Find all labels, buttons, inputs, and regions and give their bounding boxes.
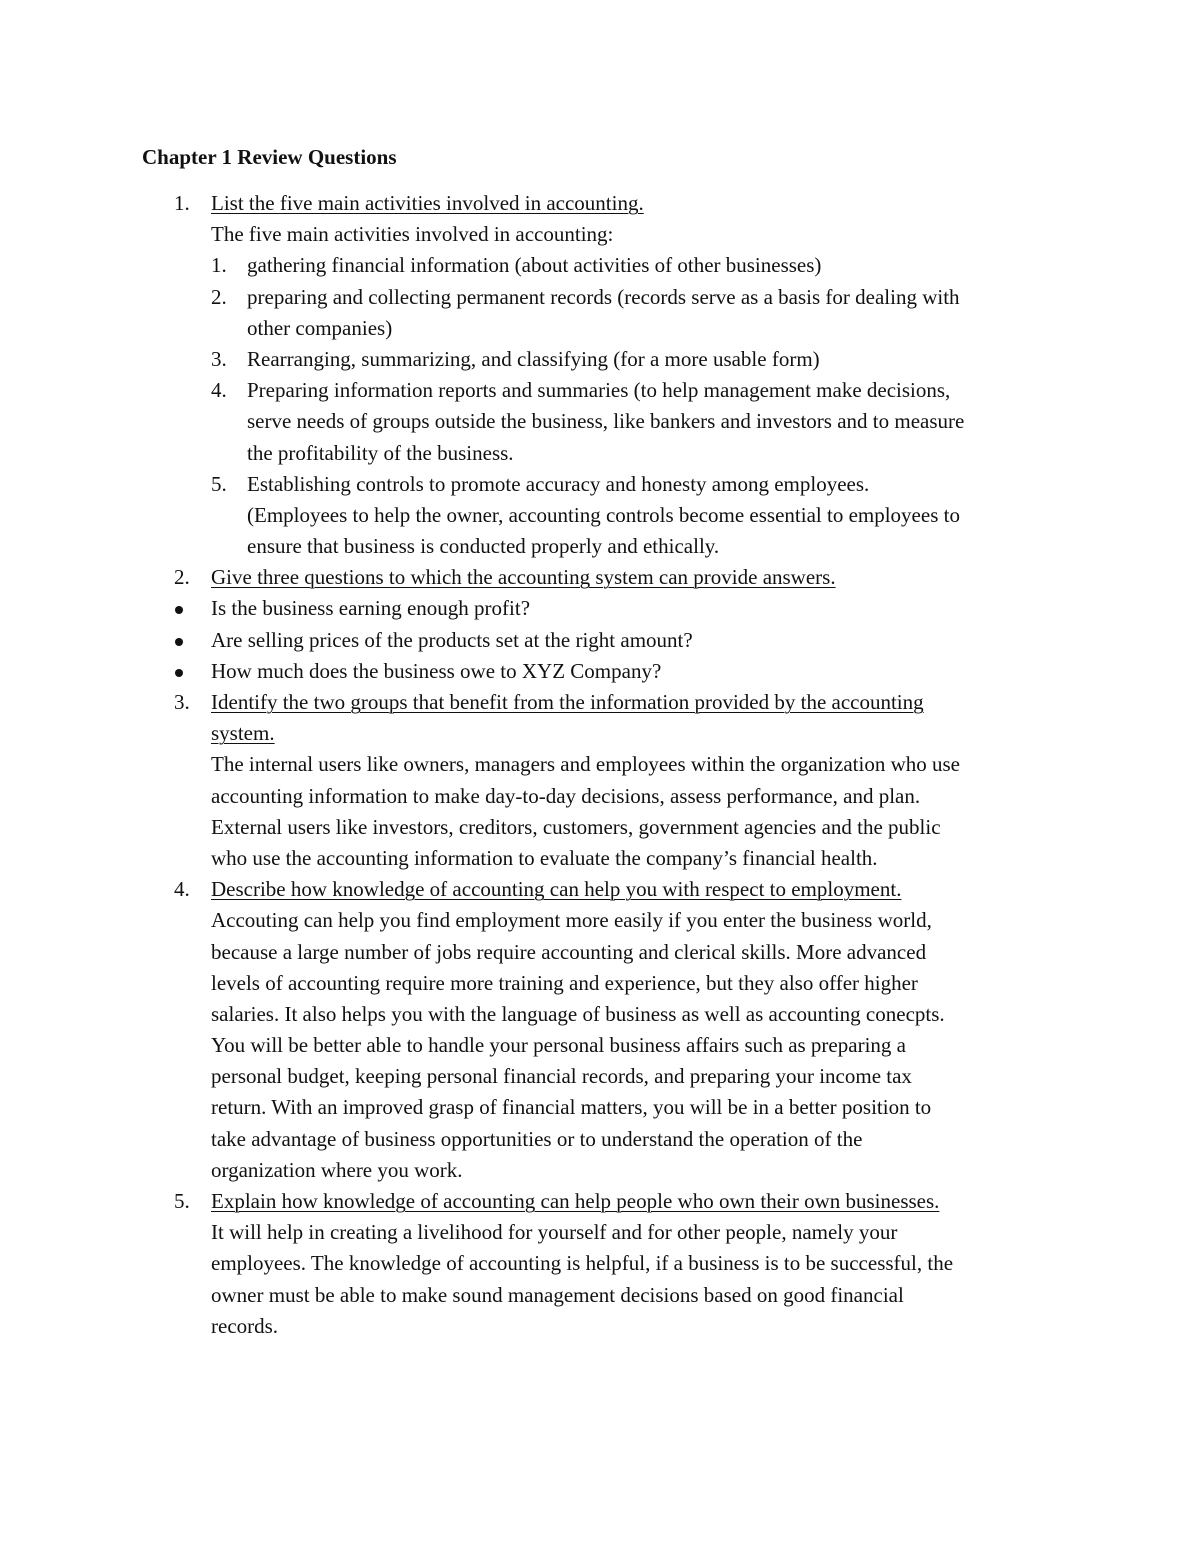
answer-text: take advantage of business opportunities or to understand the operation of the <box>211 1126 863 1151</box>
review-questions <box>0 188 1200 1342</box>
question-5 <box>0 1186 1200 1217</box>
bullet-item <box>0 656 1200 687</box>
answer-line <box>0 1280 1200 1311</box>
answer-text: personal budget, keeping personal financial records, and preparing your income tax <box>211 1064 912 1089</box>
answer-text: It will help in creating a livelihood for yourself and for other people, namely your <box>211 1220 898 1245</box>
question-number: 5. <box>174 1189 190 1213</box>
activity-continuation <box>0 438 1200 469</box>
bullet-item <box>0 593 1200 624</box>
answer-text: return. With an improved grasp of financial matters, you will be in a better position to <box>211 1095 932 1120</box>
activity-item-5 <box>0 469 1200 500</box>
activity-text: preparing and collecting permanent records (records serve as a basis for dealing with <box>247 284 960 309</box>
answer-line <box>0 1311 1200 1342</box>
activity-continuation <box>0 531 1200 562</box>
question-number: 2. <box>174 565 190 590</box>
answer-line <box>0 781 1200 812</box>
question-text: system. <box>211 721 275 746</box>
question-4 <box>0 874 1200 905</box>
answer-text: Accouting can help you find employment more easily if you enter the business world, <box>211 908 932 933</box>
answer-line <box>0 1248 1200 1279</box>
activity-number: 1. <box>211 253 227 278</box>
answer-text: employees. The knowledge of accounting is helpful, if a business is to be successful, the <box>211 1251 954 1276</box>
activity-continuation <box>0 313 1200 344</box>
activity-continuation <box>0 406 1200 437</box>
activity-item-1 <box>0 250 1200 281</box>
question-number: 4. <box>174 877 190 902</box>
answer-text: who use the accounting information to evaluate the company’s financial health. <box>211 845 878 870</box>
question-text: Explain how knowledge of accounting can help people who own their own businesses. <box>211 1189 940 1213</box>
activity-number: 2. <box>211 284 227 309</box>
activity-number: 4. <box>211 378 227 403</box>
activity-text: Rearranging, summarizing, and classifying (for a more usable form) <box>247 346 820 371</box>
answer-text: because a large number of jobs require accounting and clerical skills. More advanced <box>211 939 927 964</box>
activity-text: Establishing controls to promote accuracy and honesty among employees. <box>247 471 870 496</box>
question-number: 1. <box>174 191 190 215</box>
question-text: Identify the two groups that benefit from the information provided by the accounting <box>211 690 924 714</box>
activity-text: (Employees to help the owner, accounting controls become essential to employees to <box>247 502 960 527</box>
answer-text: External users like investors, creditors, customers, government agencies and the public <box>211 814 941 839</box>
bullet-text: Are selling prices of the products set at the right amount? <box>211 627 693 652</box>
bullet-text: How much does the business owe to XYZ Company? <box>211 658 662 683</box>
answer-intro: The five main activities involved in accounting: <box>211 222 614 247</box>
answer-line <box>0 812 1200 843</box>
bullet-icon <box>175 638 183 646</box>
bullet-icon <box>175 669 183 677</box>
bullet-item <box>0 625 1200 656</box>
activity-number: 3. <box>211 346 227 371</box>
activity-text: ensure that business is conducted properly and ethically. <box>247 534 720 559</box>
answer-text: organization where you work. <box>211 1157 463 1182</box>
activity-item-3 <box>0 344 1200 375</box>
answer-line <box>0 843 1200 874</box>
question-number: 3. <box>174 690 190 714</box>
activity-item-2 <box>0 282 1200 313</box>
activity-text: Preparing information reports and summaries (to help management make decisions, <box>247 378 951 403</box>
answer-line <box>0 1092 1200 1123</box>
activity-number: 5. <box>211 471 227 496</box>
answer-text: accounting information to make day-to-day decisions, assess performance, and plan. <box>211 783 921 808</box>
answer-line <box>0 999 1200 1030</box>
answer-line <box>0 1124 1200 1155</box>
answer-text: records. <box>211 1313 279 1338</box>
question-2 <box>0 562 1200 593</box>
activity-text: other companies) <box>247 315 393 340</box>
answer-line <box>0 968 1200 999</box>
activity-item-4 <box>0 375 1200 406</box>
answer-text: The internal users like owners, managers and employees within the organization who use <box>211 752 960 777</box>
answer-line <box>0 905 1200 936</box>
answer-text: salaries. It also helps you with the language of business as well as accounting conecpts. <box>211 1001 945 1026</box>
bullet-text: Is the business earning enough profit? <box>211 596 531 621</box>
question-text: List the five main activities involved in accounting. <box>211 191 644 215</box>
question-text: Describe how knowledge of accounting can help you with respect to employment. <box>211 877 902 902</box>
answer-line <box>0 1155 1200 1186</box>
question-text: Give three questions to which the accounting system can provide answers. <box>211 565 836 590</box>
question-3 <box>0 687 1200 718</box>
answer-text: You will be better able to handle your personal business affairs such as preparing a <box>211 1033 906 1058</box>
answer-text: owner must be able to make sound management decisions based on good financial <box>211 1282 904 1307</box>
bullet-icon <box>175 606 183 614</box>
activity-text: serve needs of groups outside the business, like bankers and investors and to measure <box>247 409 965 434</box>
question-continuation <box>0 718 1200 749</box>
answer-line <box>0 1030 1200 1061</box>
answer-text: levels of accounting require more training and experience, but they also offer higher <box>211 970 918 995</box>
activity-text: gathering financial information (about activities of other businesses) <box>247 253 822 278</box>
answer-line <box>0 1217 1200 1248</box>
answer-line <box>0 937 1200 968</box>
answer-line <box>0 1061 1200 1092</box>
activity-text: the profitability of the business. <box>247 440 514 465</box>
activity-continuation <box>0 500 1200 531</box>
answer-line <box>0 749 1200 780</box>
page-title: Chapter 1 Review Questions <box>142 145 397 169</box>
question-1 <box>0 188 1200 219</box>
answer-line <box>0 219 1200 250</box>
